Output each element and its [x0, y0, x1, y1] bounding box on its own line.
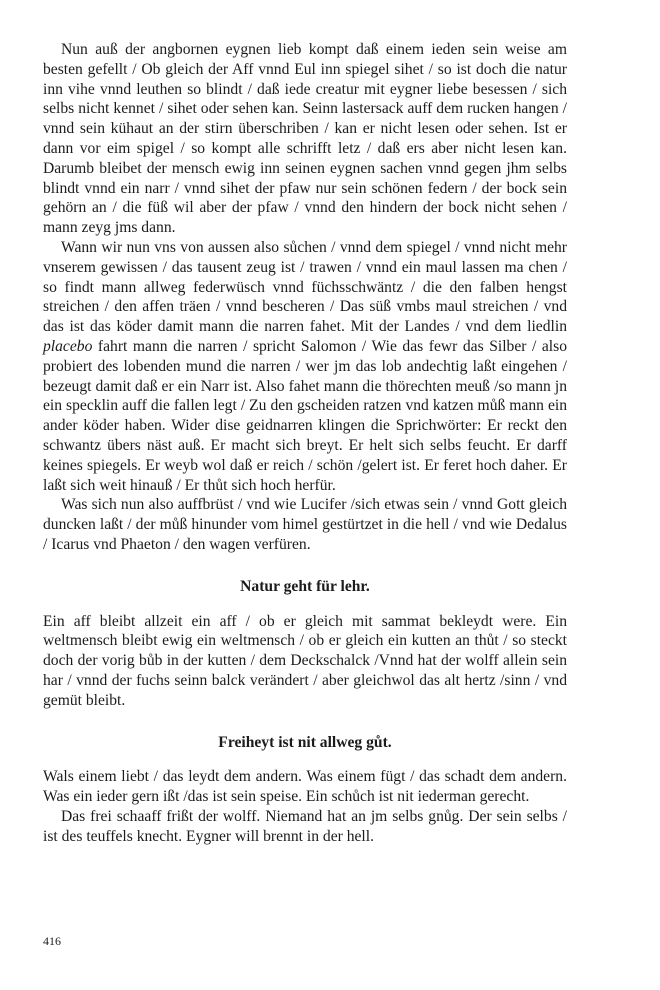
section-heading-natur: Natur geht für lehr. [240, 577, 370, 595]
page-body [43, 40, 567, 846]
paragraph-eigenliebe [43, 40, 567, 238]
paragraph-text: fahrt mann die narren / spricht Salomon / Wie das fewr das Silber / also probiert des lobenden mund die narren / wer jm das lob andechtig laßt eingehen / bezeugt damit daß er ein Narr ist. Also fahet mann die thörechten meuß /so mann jn ein specklin auff die fallen legt / Zu den gscheiden ratzen vnd katzen můß mann ein ander köder haben. Wider dise geidnarren klingen die Sprichwörter: Er reckt den schwantz übers näst auß. Er macht sich breyt. Er helt sich selbs feucht. Er darff keines spiegels. Er weyb wol daß er reich / schön /gelert ist. Er feret hoch daher. Er laßt sich weit hinauß / Er thůt sich hoch herfür. [43, 337, 567, 494]
italic-placebo: placebo [43, 337, 93, 355]
paragraph-schmeichelei [43, 238, 567, 495]
section-heading-freiheyt: Freiheyt ist nit allweg gůt. [218, 733, 392, 751]
paragraph-text: Was sich nun also auffbrüst / vnd wie Lucifer /sich etwas sein / vnnd Gott gleich duncken laßt / der můß hinunder vom himel gestürtzet in die hell / vnd wie Dedalus / Icarus vnd Phaeton / den wagen verfüren. [43, 496, 567, 553]
paragraph-hochmut [43, 495, 567, 554]
page-number: 416 [43, 934, 61, 948]
paragraph-freiheyt-1: Wals einem liebt / das leydt dem andern. Was einem fügt / das schadt dem andern. Was ein ieder gern ißt /das ist sein speise. Ein schůch ist nit iederman gerecht. [43, 768, 567, 806]
paragraph-freiheyt-2: Das frei schaaff frißt der wolff. Niemand hat an jm selbs gnůg. Der sein selbs / ist des teuffels knecht. Eygner will brennt in der hell. [43, 807, 567, 845]
paragraph-text: Wann wir nun vns von aussen also sůchen / vnnd dem spiegel / vnnd nicht mehr vnserem gewissen / das tausent zeug ist / trawen / vnnd ein maul lassen ma chen / so findt mann allweg federwüsch vnnd füchsschwäntz / die den falben hengst streichen / den affen träen / vnnd bescheren / Das süß vmbs maul streichen / vnd das ist das köder damit mann die narren fahet. Mit der Landes / vnd dem liedlin [43, 238, 567, 336]
paragraph-text: Nun auß der angbornen eygnen lieb kompt daß einem ieden sein weise am besten gefellt / Ob gleich der Aff vnnd Eul inn spiegel sihet / so ist doch die natur inn vihe vnnd leuthen so blindt / daß iede creatur mit eygner liebe besessen / sich selbs nicht kennet / sihet oder sehen kan. Seinn lastersack auff dem rucken hangen / vnnd sein kühaut an der stirn überschriben / kan er nicht lesen oder sehen. Ist er dann vor eim spigel / so kompt alle schrifft letz / daß ers aber nicht lesen kan. Darumb bleibet der mensch ewig inn seinen eygnen sachen vnnd gegen jhm selbs blindt vnnd ein narr / vnnd sihet der pfaw nur sein schönen federn / der bock sein gehörn an / die füß wil aber der pfaw / vnnd den hindern der bock nicht sehen / mann zeyg jms dann. [43, 41, 567, 237]
paragraph-natur: Ein aff bleibt allzeit ein aff / ob er gleich mit sammat bekleydt were. Ein weltmensch bleibt ewig ein weltmensch / ob er gleich ein kutten an thůt / so steckt doch der vorig bůb in der kutten / dem Deckschalck /Vnnd hat der wolff allein sein har / vnnd der fuchs seinn balck verändert / aber gleichwol das alt hertz /sinn / vnd gemüt bleibt. [43, 612, 567, 709]
